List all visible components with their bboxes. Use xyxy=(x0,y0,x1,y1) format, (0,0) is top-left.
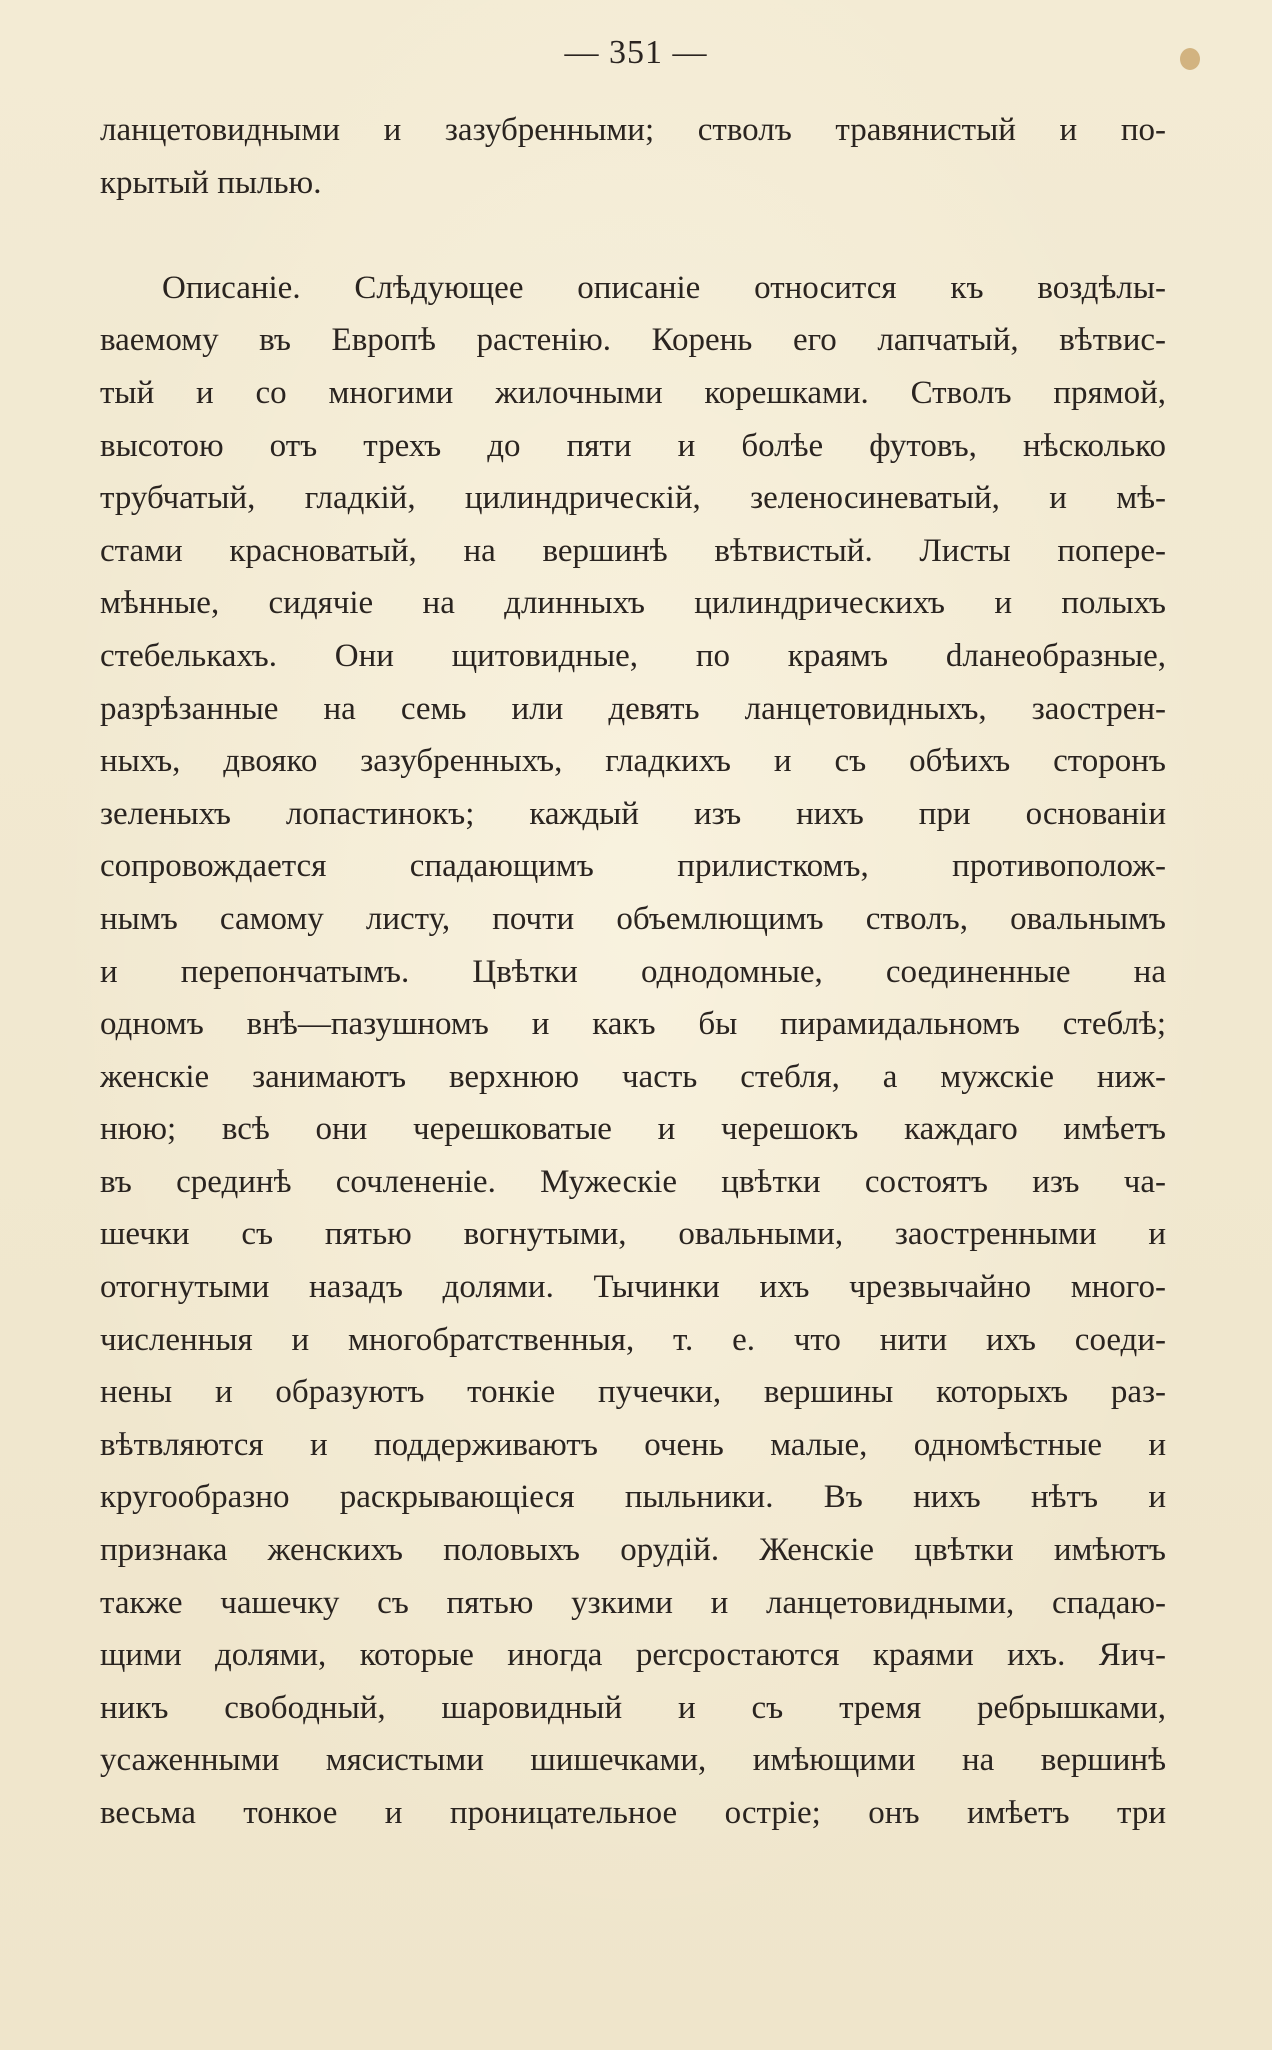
text-line: весьма тонкое и проницательное остріе; онъ имѣетъ три xyxy=(100,1795,1166,1831)
text-line: численныя и многобратственныя, т. е. что нити ихъ соеди- xyxy=(100,1321,1166,1358)
text-line: ныхъ, двояко зазубренныхъ, гладкихъ и съ обѣихъ сторонъ xyxy=(100,743,1166,780)
text-line: нымъ самому листу, почти объемлющимъ стволъ, овальнымъ xyxy=(100,900,1166,937)
text-line: и перепончатымъ. Цвѣтки однодомные, соединенные на xyxy=(100,953,1166,990)
text-line: ланцетовидными и зазубренными; стволъ травянистый и по- xyxy=(100,112,1166,148)
text-line: тый и со многими жилочными корешками. Стволъ прямой, xyxy=(100,374,1166,411)
paragraph-gap xyxy=(100,209,1166,262)
text-line: нены и образуютъ тонкіе пучечки, вершины которыхъ раз- xyxy=(100,1374,1166,1411)
text-line: отогнутыми назадъ долями. Тычинки ихъ чрезвычайно много- xyxy=(100,1269,1166,1306)
text-line: шечки съ пятью вогнутыми, овальными, заостренными и xyxy=(100,1216,1166,1253)
text-line: зеленыхъ лопастинокъ; каждый изъ нихъ при основаніи xyxy=(100,795,1166,832)
body-text xyxy=(100,104,1166,1840)
text-line: сопровождается спадающимъ прилисткомъ, противополож- xyxy=(100,848,1166,885)
text-line: одномъ внѣ—пазушномъ и какъ бы пирамидальномъ стеблѣ; xyxy=(100,1006,1166,1043)
text-line: мѣнные, сидячіе на длинныхъ цилиндрическихъ и полыхъ xyxy=(100,585,1166,622)
text-line: трубчатый, гладкій, цилиндрическій, зеленосиневатый, и мѣ- xyxy=(100,480,1166,517)
text-line: стебелькахъ. Они щитовидные, по краямъ dланеобразные, xyxy=(100,637,1166,674)
page-number: — 351 — xyxy=(564,34,708,71)
text-line: разрѣзанные на семь или девять ланцетовидныхъ, заострен- xyxy=(100,690,1166,727)
paragraph-description xyxy=(100,262,1166,1840)
text-line: Описаніе. Слѣдующее описаніе относится къ воздѣлы- xyxy=(162,269,1166,306)
text-line: также чашечку съ пятью узкими и ланцетовидными, спадаю- xyxy=(100,1584,1166,1621)
text-line: усаженными мясистыми шишечками, имѣющими на вершинѣ xyxy=(100,1742,1166,1779)
text-line: высотою отъ трехъ до пяти и болѣе футовъ, нѣсколько xyxy=(100,427,1166,464)
text-line: никъ свободный, шаровидный и съ тремя ребрышками, xyxy=(100,1689,1166,1726)
paragraph-continuation xyxy=(100,104,1166,209)
text-line: щими долями, которые иногда percростаются краями ихъ. Яич- xyxy=(100,1637,1166,1674)
text-line: кругообразно раскрывающіеся пыльники. Въ нихъ нѣтъ и xyxy=(100,1479,1166,1516)
text-line: стами красноватый, на вершинѣ вѣтвистый. Листы попере- xyxy=(100,532,1166,569)
text-line: крытый пылью. xyxy=(100,164,322,201)
text-line: въ срединѣ сочлененіе. Мужескіе цвѣтки состоятъ изъ ча- xyxy=(100,1163,1166,1200)
text-line: женскіе занимаютъ верхнюю часть стебля, а мужскіе ниж- xyxy=(100,1058,1166,1095)
text-line: признака женскихъ половыхъ орудій. Женскіе цвѣтки имѣютъ xyxy=(100,1532,1166,1569)
text-line: ваемому въ Европѣ растенію. Корень его лапчатый, вѣтвис- xyxy=(100,322,1166,359)
text-line: нюю; всѣ они черешковатые и черешокъ каждаго имѣетъ xyxy=(100,1111,1166,1148)
text-line: вѣтвляются и поддерживаютъ очень малые, одномѣстные и xyxy=(100,1426,1166,1463)
